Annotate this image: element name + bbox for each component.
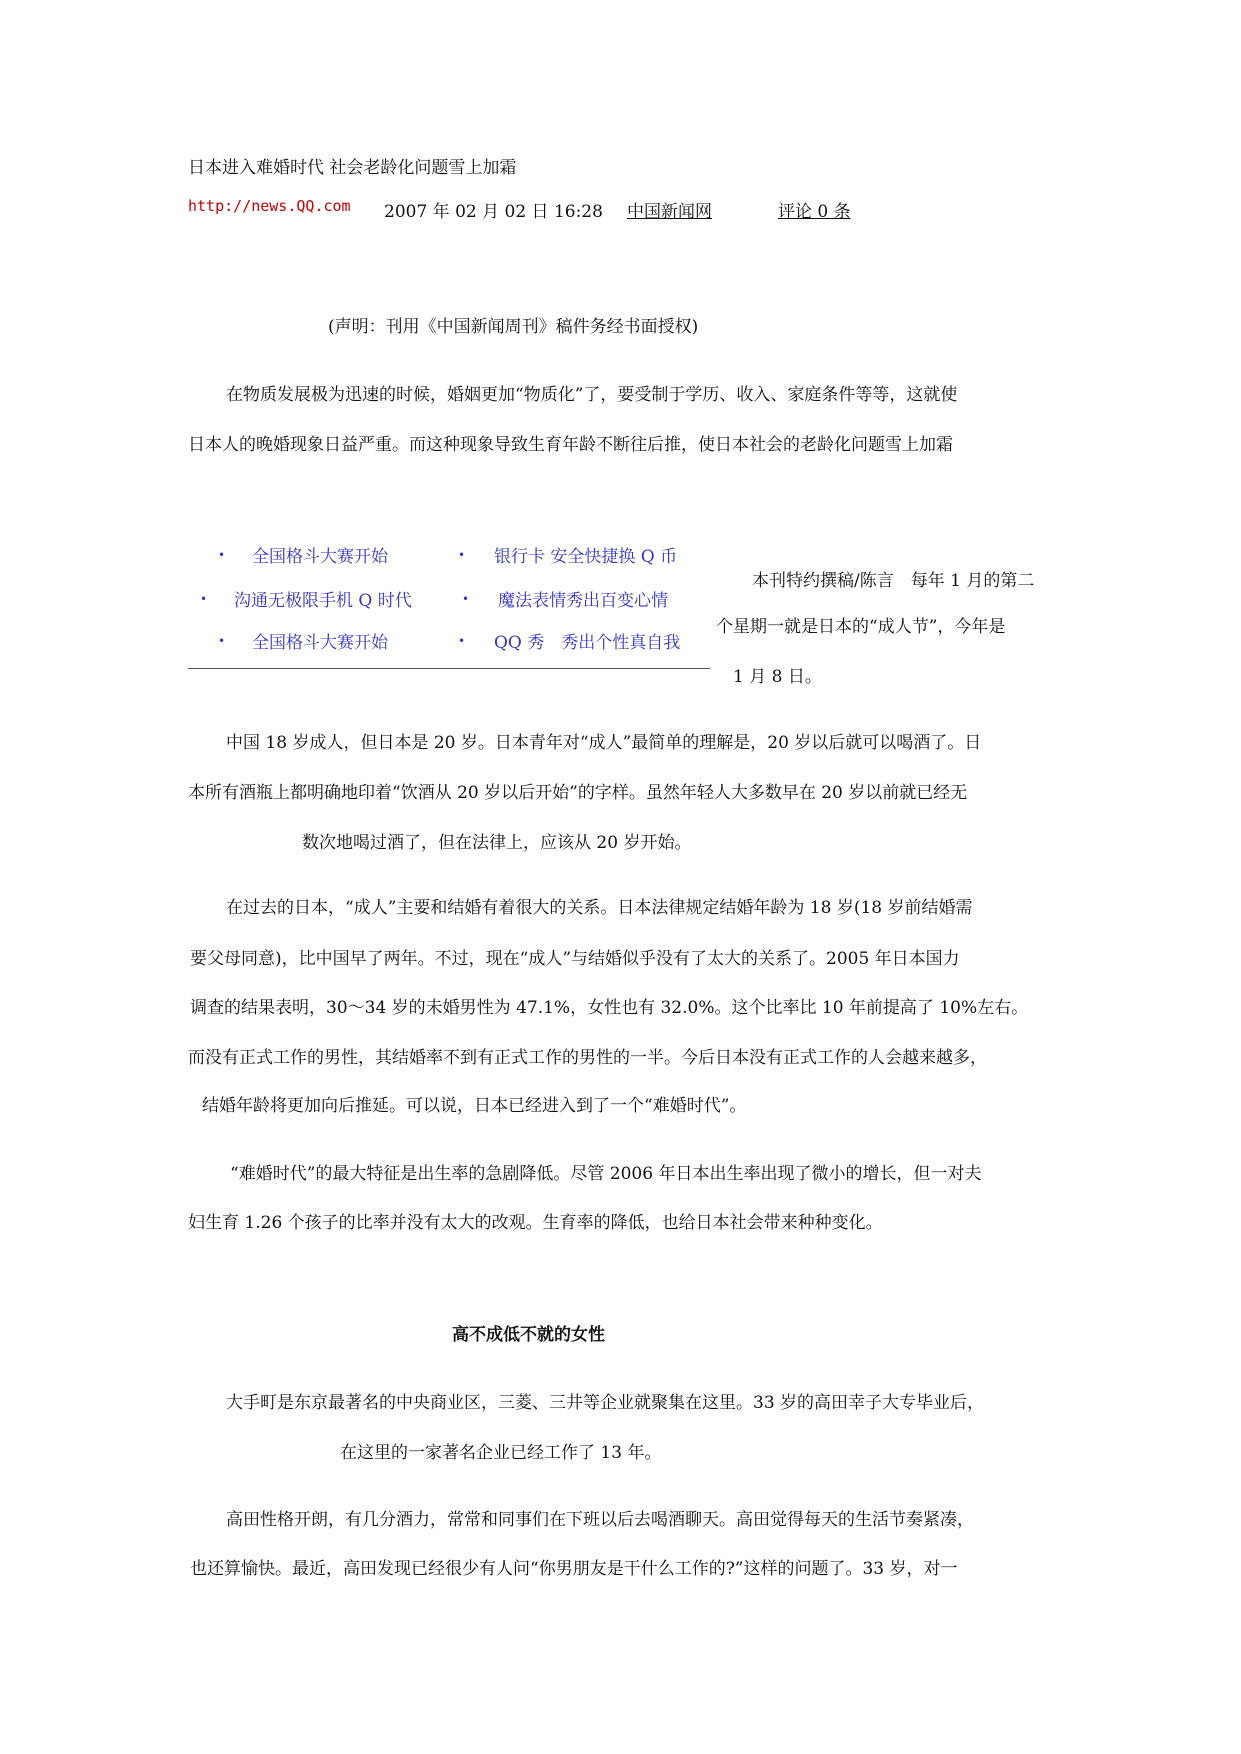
related-links-box [188, 534, 710, 669]
article-title: 日本进入难婚时代 社会老龄化问题雪上加霜 [188, 158, 517, 178]
paragraph-1-line-3: 数次地喝过酒了，但在法律上，应该从 20 岁开始。 [302, 833, 692, 853]
paragraph-1-line-1: 中国 18 岁成人，但日本是 20 岁。日本青年对“成人”最简单的理解是，20 岁以后就可以喝酒了。日 [226, 733, 982, 753]
related-link[interactable]: 全国格斗大赛开始 [252, 633, 388, 653]
paragraph-5-line-2: 也还算愉快。最近，高田发现已经很少有人问“你男朋友是干什么工作的?”这样的问题了。33 岁，对一 [190, 1559, 958, 1579]
related-link[interactable]: 魔法表情秀出百变心情 [498, 591, 668, 611]
related-link[interactable]: 银行卡 安全快捷换 Q 币 [494, 547, 678, 567]
paragraph-4-line-2: 在这里的一家著名企业已经工作了 13 年。 [340, 1443, 662, 1463]
bullet-icon: • [462, 592, 470, 606]
paragraph-2-line-2: 要父母同意)，比中国早了两年。不过，现在“成人”与结婚似乎没有了太大的关系了。2005 年日本国力 [190, 949, 960, 969]
byline-line-2: 个星期一就是日本的“成人节”，今年是 [716, 617, 1006, 637]
section-heading: 高不成低不就的女性 [452, 1325, 605, 1345]
bullet-icon: • [200, 592, 208, 606]
related-link[interactable]: 沟通无极限手机 Q 时代 [234, 591, 412, 611]
source-link[interactable]: 中国新闻网 [627, 202, 712, 222]
source-url[interactable]: http://news.QQ.com [188, 197, 351, 215]
paragraph-1-line-2: 本所有酒瓶上都明确地印着“饮酒从 20 岁以后开始”的字样。虽然年轻人大多数早在 20 岁以前就已经无 [188, 783, 968, 803]
paragraph-2-line-5: 结婚年龄将更加向后推延。可以说，日本已经进入到了一个“难婚时代”。 [202, 1096, 747, 1116]
related-link[interactable]: 全国格斗大赛开始 [252, 547, 388, 567]
paragraph-4-line-1: 大手町是东京最著名的中央商业区，三菱、三井等企业就聚集在这里。33 岁的高田幸子大专毕业后， [226, 1393, 985, 1413]
related-link[interactable]: QQ 秀 秀出个性真自我 [494, 633, 681, 653]
paragraph-3-line-2: 妇生育 1.26 个孩子的比率并没有太大的改观。生育率的降低，也给日本社会带来种种变化。 [188, 1213, 883, 1233]
paragraph-5-line-1: 高田性格开朗，有几分酒力，常常和同事们在下班以后去喝酒聊天。高田觉得每天的生活节奏紧凑， [226, 1510, 974, 1530]
bullet-icon: • [218, 634, 226, 648]
bullet-icon: • [218, 548, 226, 562]
bullet-icon: • [458, 634, 466, 648]
paragraph-2-line-4: 而没有正式工作的男性，其结婚率不到有正式工作的男性的一半。今后日本没有正式工作的人会越来越多， [188, 1048, 987, 1068]
intro-line-2: 日本人的晚婚现象日益严重。而这种现象导致生育年龄不断往后推，使日本社会的老龄化问题雪上加霜 [188, 435, 953, 455]
publish-date: 2007 年 02 月 02 日 16:28 [384, 202, 603, 222]
byline-line-1: 本刊特约撰稿/陈言 每年 1 月的第二 [752, 571, 1035, 591]
comments-link[interactable]: 评论 0 条 [778, 202, 851, 222]
copyright-statement: (声明：刊用《中国新闻周刊》稿件务经书面授权) [328, 317, 699, 337]
paragraph-2-line-3: 调查的结果表明，30～34 岁的未婚男性为 47.1%，女性也有 32.0%。这个比率比 10 年前提高了 10%左右。 [190, 998, 1029, 1018]
intro-line-1: 在物质发展极为迅速的时候，婚姻更加“物质化”了，要受制于学历、收入、家庭条件等等，这就使 [226, 385, 958, 405]
bullet-icon: • [458, 548, 466, 562]
paragraph-2-line-1: 在过去的日本，“成人”主要和结婚有着很大的关系。日本法律规定结婚年龄为 18 岁(18 岁前结婚需 [226, 898, 973, 918]
byline-line-3: 1 月 8 日。 [733, 667, 822, 687]
paragraph-3-line-1: “难婚时代”的最大特征是出生率的急剧降低。尽管 2006 年日本出生率出现了微小的增长，但一对夫 [230, 1164, 982, 1184]
